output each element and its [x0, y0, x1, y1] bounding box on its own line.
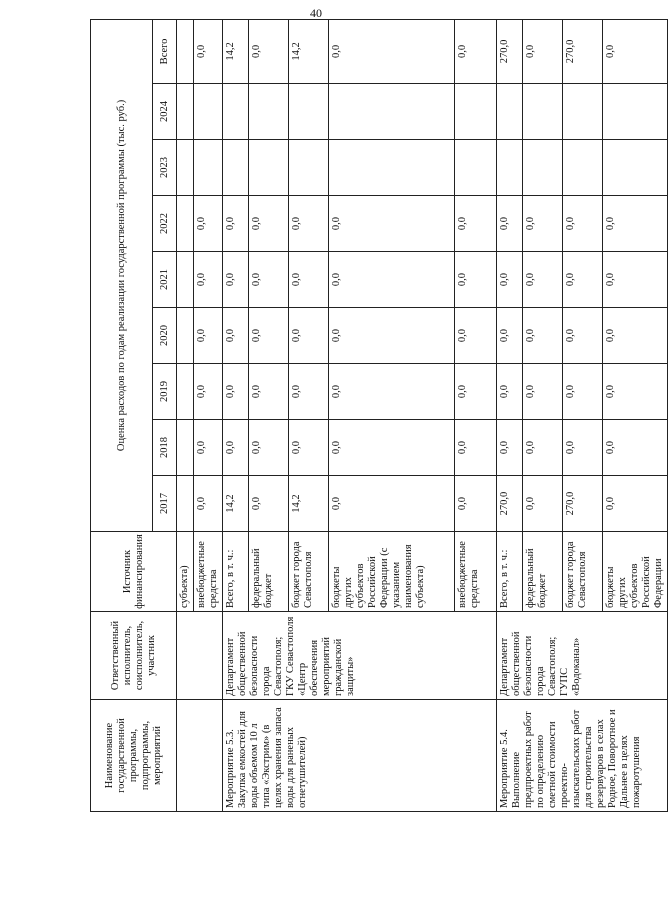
- year-value: 0,0: [289, 364, 329, 420]
- year-value: 0,0: [289, 420, 329, 476]
- year-value: [177, 420, 194, 476]
- year-value: 0,0: [497, 252, 523, 308]
- total-value: 0,0: [249, 19, 289, 83]
- funding-source: федеральный бюджет: [523, 532, 563, 612]
- table-body: [177, 19, 668, 811]
- measure-name: Мероприятие 5.3. Закупка емкостей для воды объемом 10 л типа «Экстрим» (в целях хранения запаса воды для раненых огнетушителей): [223, 700, 497, 812]
- year-value: [177, 196, 194, 252]
- year-value: 270,0: [497, 476, 523, 532]
- year-value: 0,0: [249, 252, 289, 308]
- year-value: 0,0: [329, 420, 455, 476]
- year-value: [177, 476, 194, 532]
- year-value: [563, 140, 603, 196]
- year-value: 0,0: [194, 476, 223, 532]
- year-value: 0,0: [329, 196, 455, 252]
- year-value: 0,0: [223, 420, 249, 476]
- year-value: [249, 84, 289, 140]
- year-value: [603, 140, 668, 196]
- funding-source: бюджет города Севастополя: [289, 532, 329, 612]
- year-value: 0,0: [523, 420, 563, 476]
- year-value: 0,0: [603, 196, 668, 252]
- year-value: 0,0: [223, 196, 249, 252]
- table-row: [223, 19, 249, 811]
- header-year: 2019: [153, 364, 177, 420]
- year-value: 0,0: [329, 252, 455, 308]
- year-value: 0,0: [194, 308, 223, 364]
- year-value: [563, 84, 603, 140]
- year-value: [177, 84, 194, 140]
- total-value: 270,0: [563, 19, 603, 83]
- year-value: [177, 364, 194, 420]
- total-value: 0,0: [523, 19, 563, 83]
- year-value: [455, 84, 497, 140]
- year-value: [329, 140, 455, 196]
- funding-source: бюджеты других субъектов Российской Федерации: [603, 532, 668, 612]
- year-value: 0,0: [497, 308, 523, 364]
- year-value: 0,0: [194, 252, 223, 308]
- measure-executor: Департамент общественной безопасности города Севастополя; ГКУ Севастополя «Центр обеспечения мероприятий гражданской защиты»: [223, 612, 497, 700]
- year-value: [177, 140, 194, 196]
- year-value: [523, 140, 563, 196]
- year-value: 0,0: [289, 196, 329, 252]
- total-value: 0,0: [603, 19, 668, 83]
- year-value: [329, 84, 455, 140]
- year-value: [455, 140, 497, 196]
- total-value: 0,0: [329, 19, 455, 83]
- year-value: [177, 252, 194, 308]
- year-value: 0,0: [194, 364, 223, 420]
- header-year: 2021: [153, 252, 177, 308]
- total-value: 0,0: [455, 19, 497, 83]
- funding-source: Всего, в т. ч.:: [223, 532, 249, 612]
- header-name: Наименование государственной программы, подпрограммы, мероприятий: [91, 700, 177, 812]
- year-value: [603, 84, 668, 140]
- year-value: 0,0: [603, 308, 668, 364]
- year-value: 0,0: [455, 420, 497, 476]
- year-value: 0,0: [249, 476, 289, 532]
- year-value: 0,0: [249, 420, 289, 476]
- total-value: [177, 19, 194, 83]
- year-value: 0,0: [455, 364, 497, 420]
- header-year: 2020: [153, 308, 177, 364]
- year-value: 0,0: [455, 252, 497, 308]
- page-number: 40: [310, 6, 322, 20]
- year-value: 270,0: [563, 476, 603, 532]
- year-value: 0,0: [455, 308, 497, 364]
- year-value: 0,0: [194, 420, 223, 476]
- year-value: 0,0: [523, 364, 563, 420]
- year-value: 0,0: [563, 308, 603, 364]
- funding-source: внебюджетные средства: [194, 532, 223, 612]
- expenses-table: [90, 19, 668, 812]
- table-row: [177, 19, 194, 811]
- total-value: 14,2: [223, 19, 249, 83]
- year-value: [289, 84, 329, 140]
- year-value: 0,0: [329, 476, 455, 532]
- year-value: 0,0: [289, 308, 329, 364]
- year-value: 0,0: [497, 196, 523, 252]
- year-value: 0,0: [523, 252, 563, 308]
- year-value: [289, 140, 329, 196]
- year-value: 0,0: [455, 196, 497, 252]
- header-total: Всего: [153, 19, 177, 83]
- year-value: 0,0: [289, 252, 329, 308]
- header-year: 2023: [153, 140, 177, 196]
- funding-source: федеральный бюджет: [249, 532, 289, 612]
- year-value: 0,0: [563, 364, 603, 420]
- year-value: 0,0: [603, 420, 668, 476]
- year-value: [194, 84, 223, 140]
- measure-executor: Департамент общественной безопасности города Севастополя; ГУПС «Водоканал»: [497, 612, 668, 700]
- year-value: 0,0: [249, 364, 289, 420]
- year-value: 0,0: [563, 252, 603, 308]
- total-value: 14,2: [289, 19, 329, 83]
- year-value: 0,0: [194, 196, 223, 252]
- year-value: [497, 84, 523, 140]
- funding-source: субъекта): [177, 532, 194, 612]
- year-value: 0,0: [249, 196, 289, 252]
- year-value: 0,0: [249, 308, 289, 364]
- year-value: [177, 308, 194, 364]
- total-value: 0,0: [194, 19, 223, 83]
- header-year: 2017: [153, 476, 177, 532]
- executor-cell-continued: [177, 612, 223, 700]
- header-year: 2022: [153, 196, 177, 252]
- year-value: 0,0: [603, 252, 668, 308]
- funding-source: внебюджетные средства: [455, 532, 497, 612]
- year-value: 0,0: [455, 476, 497, 532]
- year-value: 14,2: [223, 476, 249, 532]
- year-value: [223, 140, 249, 196]
- year-value: 0,0: [603, 364, 668, 420]
- rotated-table-frame: [90, 20, 664, 812]
- year-value: [249, 140, 289, 196]
- header-executor: Ответственный исполнитель, соисполнитель, участник: [91, 612, 177, 700]
- funding-source: Всего, в т. ч.:: [497, 532, 523, 612]
- year-value: [194, 140, 223, 196]
- year-value: 0,0: [563, 420, 603, 476]
- table-row: [497, 19, 523, 811]
- year-value: 0,0: [329, 364, 455, 420]
- header-year: 2018: [153, 420, 177, 476]
- funding-source: бюджеты других субъектов Российской Федерации (с указанием наименования субъекта): [329, 532, 455, 612]
- header-source: Источник финансирования: [91, 532, 177, 612]
- year-value: 0,0: [329, 308, 455, 364]
- year-value: 0,0: [223, 252, 249, 308]
- year-value: 0,0: [497, 420, 523, 476]
- year-value: 0,0: [523, 196, 563, 252]
- header-year: 2024: [153, 84, 177, 140]
- year-value: [223, 84, 249, 140]
- year-value: [523, 84, 563, 140]
- header-estimate: Оценка расходов по годам реализации государственной программы (тыс. руб.): [91, 19, 153, 531]
- name-cell-continued: [177, 700, 223, 812]
- year-value: 0,0: [523, 476, 563, 532]
- year-value: 0,0: [603, 476, 668, 532]
- year-value: 0,0: [223, 308, 249, 364]
- total-value: 270,0: [497, 19, 523, 83]
- measure-name: Мероприятие 5.4. Выполнение предпроектных работ по определению сметной стоимости проектно-изыскательских работ для строительства резервуаров в селах Родное, Поворотное и Дальнее в целях пожаротушения: [497, 700, 668, 812]
- year-value: [497, 140, 523, 196]
- year-value: 0,0: [497, 364, 523, 420]
- year-value: 14,2: [289, 476, 329, 532]
- funding-source: бюджет города Севастополя: [563, 532, 603, 612]
- year-value: 0,0: [523, 308, 563, 364]
- year-value: 0,0: [223, 364, 249, 420]
- year-value: 0,0: [563, 196, 603, 252]
